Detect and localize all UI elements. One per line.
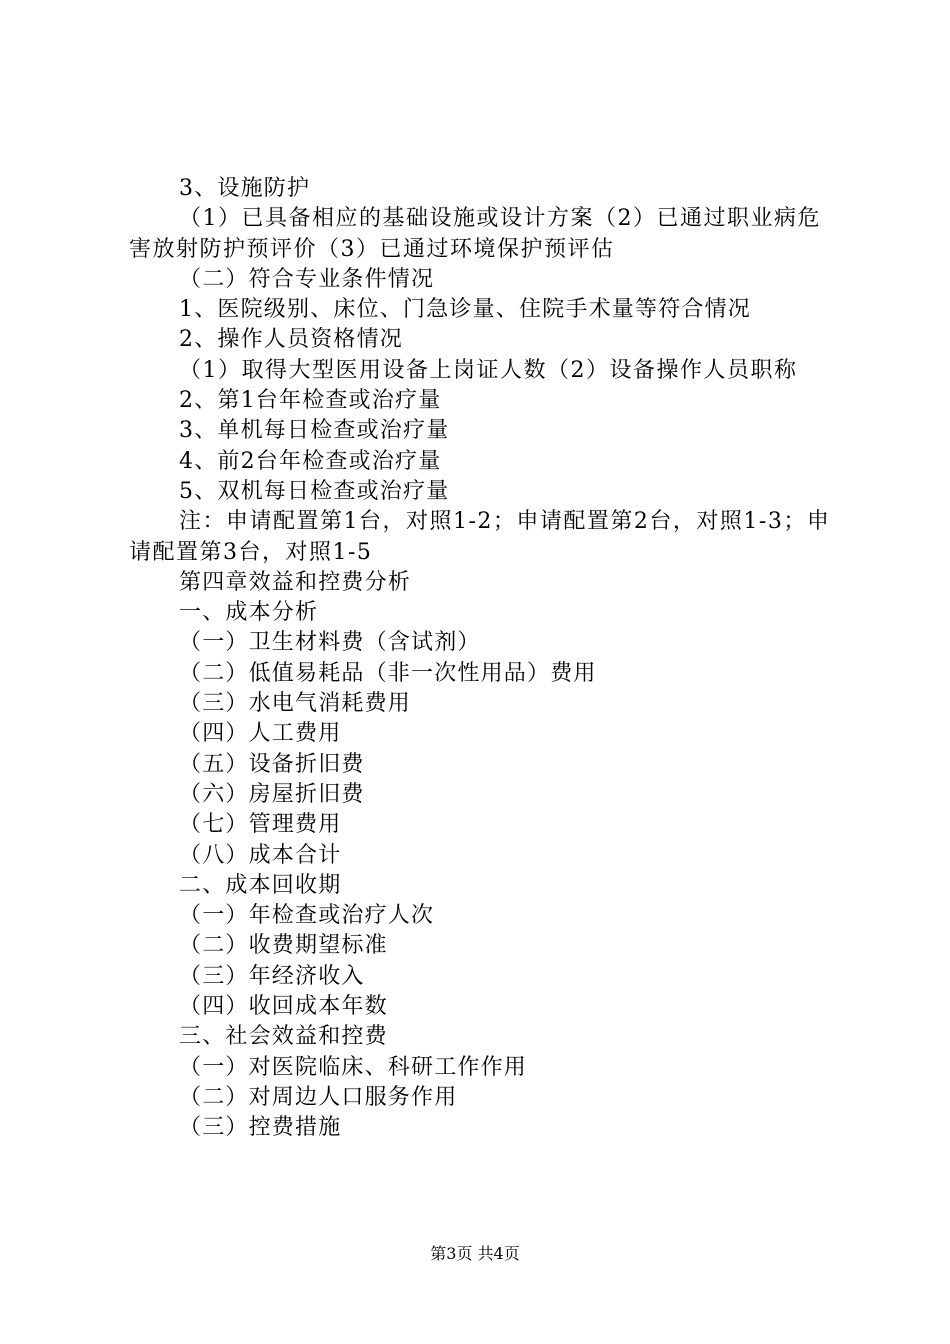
document-line: （二）对周边人口服务作用 bbox=[179, 1084, 458, 1110]
document-body bbox=[129, 174, 834, 1144]
page-footer: 第3页 共4页 bbox=[430, 1244, 520, 1263]
document-line: （六）房屋折旧费 bbox=[179, 781, 365, 807]
document-line: （八）成本合计 bbox=[179, 842, 342, 868]
document-line: 1、医院级别、床位、门急诊量、住院手术量等符合情况 bbox=[179, 297, 751, 323]
document-line: （三）控费措施 bbox=[179, 1115, 342, 1141]
document-line: （五）设备折旧费 bbox=[179, 751, 365, 777]
document-line: （1）已具备相应的基础设施或设计方案（2）已通过职业病危害放射防护预评价（3）已通过环境保护预评估 bbox=[129, 206, 821, 262]
document-line: （三）水电气消耗费用 bbox=[179, 691, 412, 717]
document-line: 3、单机每日检查或治疗量 bbox=[179, 418, 450, 444]
document-line: （1）取得大型医用设备上岗证人数（2）设备操作人员职称 bbox=[179, 357, 798, 383]
document-line: （一）对医院临床、科研工作作用 bbox=[179, 1054, 528, 1080]
document-line: 2、第1台年检查或治疗量 bbox=[179, 388, 442, 414]
document-line: （一）卫生材料费（含试剂） bbox=[179, 630, 481, 656]
document-line: 注：申请配置第1台，对照1-2；申请配置第2台，对照1-3；申请配置第3台，对照1-5 bbox=[129, 509, 831, 565]
document-line: （四）收回成本年数 bbox=[179, 994, 388, 1020]
document-line: （二）低值易耗品（非一次性用品）费用 bbox=[179, 660, 597, 686]
document-line: 2、操作人员资格情况 bbox=[179, 327, 403, 353]
document-line: （七）管理费用 bbox=[179, 812, 342, 838]
document-line: 第四章效益和控费分析 bbox=[179, 569, 412, 595]
document-line: 三、社会效益和控费 bbox=[179, 1024, 388, 1050]
document-line: 3、设施防护 bbox=[179, 176, 311, 201]
document-line: （一）年检查或治疗人次 bbox=[179, 903, 435, 929]
document-line: 一、成本分析 bbox=[179, 600, 319, 626]
document-line: 5、双机每日检查或治疗量 bbox=[179, 478, 450, 504]
document-line: （二）收费期望标准 bbox=[179, 933, 388, 959]
document-line: （四）人工费用 bbox=[179, 721, 342, 747]
document-line: 4、前2台年检查或治疗量 bbox=[179, 448, 442, 474]
document-line: （二）符合专业条件情况 bbox=[179, 266, 435, 292]
document-line: （三）年经济收入 bbox=[179, 963, 365, 989]
document-line: 二、成本回收期 bbox=[179, 872, 342, 898]
